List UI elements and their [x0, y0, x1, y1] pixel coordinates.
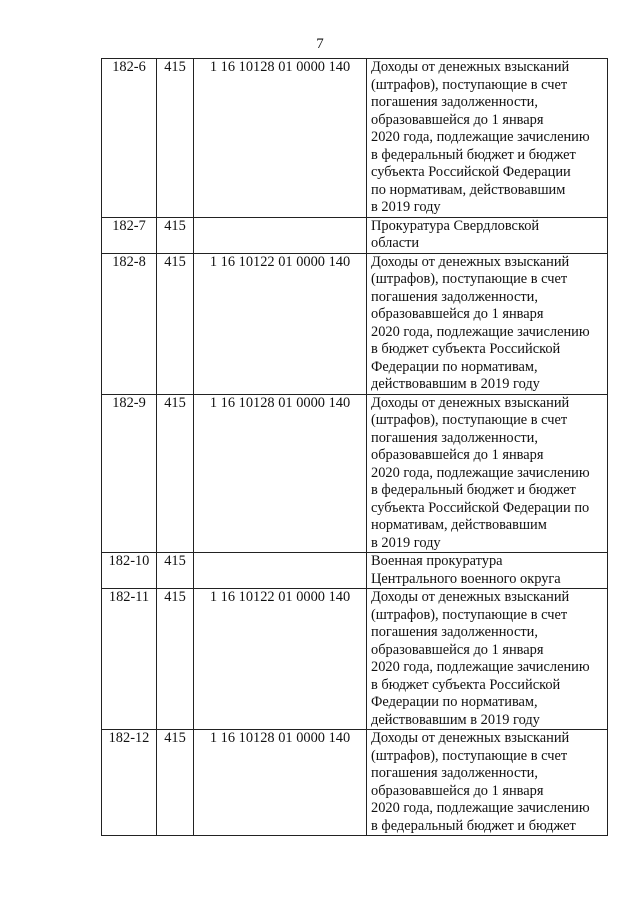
- revenue-name-line: (штрафов), поступающие в счет: [371, 271, 568, 287]
- revenue-name-line: образовавшейся до 1 января: [371, 447, 544, 463]
- table-row: [102, 59, 608, 218]
- table-row: [102, 553, 608, 589]
- revenue-name-line: 2020 года, подлежащие зачислению: [371, 464, 590, 481]
- administrator-code-cell: 415: [157, 217, 194, 253]
- revenue-name-line: Доходы от денежных взысканий: [371, 730, 570, 746]
- revenue-name-line: Доходы от денежных взысканий: [371, 59, 570, 75]
- table-body: [102, 59, 608, 836]
- revenue-name-line: 2020 года, подлежащие зачислению: [371, 323, 590, 340]
- revenue-name-line: образовавшейся до 1 января: [371, 782, 544, 799]
- administrator-code-cell: 415: [157, 730, 194, 836]
- revenue-name-line: погашения задолженности,: [371, 429, 538, 446]
- revenue-name-line: нормативам, действовавшим: [371, 517, 547, 533]
- revenue-name-line: погашения задолженности,: [371, 624, 538, 640]
- revenue-name-line: 2020 года, подлежащие зачислению: [371, 129, 590, 145]
- revenue-name-line: Доходы от денежных взысканий: [371, 394, 570, 411]
- administrator-code-cell: 415: [157, 59, 194, 218]
- revenue-name-line: Доходы от денежных взысканий: [371, 589, 570, 605]
- row-number-cell: 182-11: [102, 589, 157, 730]
- administrator-code-cell: 415: [157, 394, 194, 553]
- revenue-name-line: в федеральный бюджет и бюджет: [371, 482, 576, 498]
- revenue-name-line: (штрафов), поступающие в счет: [371, 606, 568, 623]
- revenue-name-line: субъекта Российской Федерации: [371, 164, 571, 180]
- revenue-name-line: субъекта Российской Федерации по: [371, 499, 590, 516]
- revenue-name-line: (штрафов), поступающие в счет: [371, 747, 568, 764]
- row-number-cell: 182-8: [102, 253, 157, 394]
- revenue-name-line: 2020 года, подлежащие зачислению: [371, 800, 590, 816]
- revenue-name-line: в федеральный бюджет и бюджет: [371, 817, 576, 834]
- revenue-name-cell: [367, 59, 608, 218]
- revenue-name-line: погашения задолженности,: [371, 765, 538, 781]
- revenue-name-line: по нормативам, действовавшим: [371, 181, 566, 198]
- revenue-name-line: погашения задолженности,: [371, 94, 538, 110]
- revenue-name-cell: [367, 730, 608, 836]
- revenue-name-line: образовавшейся до 1 января: [371, 306, 544, 322]
- administrator-code-cell: 415: [157, 253, 194, 394]
- budget-classification-code-cell: 1 16 10128 01 0000 140: [194, 730, 367, 836]
- row-number-cell: 182-12: [102, 730, 157, 836]
- revenue-name-line: (штрафов), поступающие в счет: [371, 76, 568, 93]
- revenue-name-cell: [367, 253, 608, 394]
- revenue-name-line: Доходы от денежных взысканий: [371, 253, 570, 270]
- revenue-name-line: в федеральный бюджет и бюджет: [371, 146, 576, 163]
- table-row: [102, 217, 608, 253]
- table-row: [102, 253, 608, 394]
- revenue-name-line: действовавшим в 2019 году: [371, 711, 540, 728]
- administrator-code-cell: 415: [157, 589, 194, 730]
- revenue-name-line: в 2019 году: [371, 534, 441, 551]
- revenue-name-line: (штрафов), поступающие в счет: [371, 412, 568, 428]
- page-number: 7: [316, 36, 324, 52]
- revenue-name-line: области: [371, 235, 420, 251]
- table-row: [102, 730, 608, 836]
- revenue-name-cell: [367, 217, 608, 253]
- revenue-name-line: образовавшейся до 1 января: [371, 111, 544, 128]
- budget-classification-code-cell: 1 16 10122 01 0000 140: [194, 253, 367, 394]
- revenue-name-line: в 2019 году: [371, 199, 441, 215]
- administrator-code-cell: 415: [157, 553, 194, 589]
- budget-classification-code-cell: [194, 217, 367, 253]
- revenue-name-cell: [367, 589, 608, 730]
- revenue-classification-table: [101, 58, 608, 836]
- revenue-name-line: образовавшейся до 1 января: [371, 641, 544, 658]
- budget-classification-code-cell: 1 16 10128 01 0000 140: [194, 59, 367, 218]
- table-row: [102, 394, 608, 553]
- revenue-name-line: действовавшим в 2019 году: [371, 376, 540, 392]
- revenue-name-line: Военная прокуратура: [371, 553, 503, 569]
- revenue-name-line: в бюджет субъекта Российской: [371, 676, 561, 693]
- row-number-cell: 182-7: [102, 217, 157, 253]
- revenue-name-line: погашения задолженности,: [371, 288, 538, 305]
- revenue-name-line: Федерации по нормативам,: [371, 694, 538, 710]
- revenue-name-line: 2020 года, подлежащие зачислению: [371, 659, 590, 675]
- revenue-name-line: в бюджет субъекта Российской: [371, 341, 561, 357]
- row-number-cell: 182-10: [102, 553, 157, 589]
- budget-classification-code-cell: 1 16 10128 01 0000 140: [194, 394, 367, 553]
- revenue-name-cell: [367, 553, 608, 589]
- budget-classification-code-cell: 1 16 10122 01 0000 140: [194, 589, 367, 730]
- revenue-name-line: Центрального военного округа: [371, 570, 561, 587]
- revenue-name-cell: [367, 394, 608, 553]
- row-number-cell: 182-9: [102, 394, 157, 553]
- table-row: [102, 589, 608, 730]
- revenue-name-line: Прокуратура Свердловской: [371, 217, 540, 234]
- budget-classification-code-cell: [194, 553, 367, 589]
- revenue-name-line: Федерации по нормативам,: [371, 358, 538, 375]
- row-number-cell: 182-6: [102, 59, 157, 218]
